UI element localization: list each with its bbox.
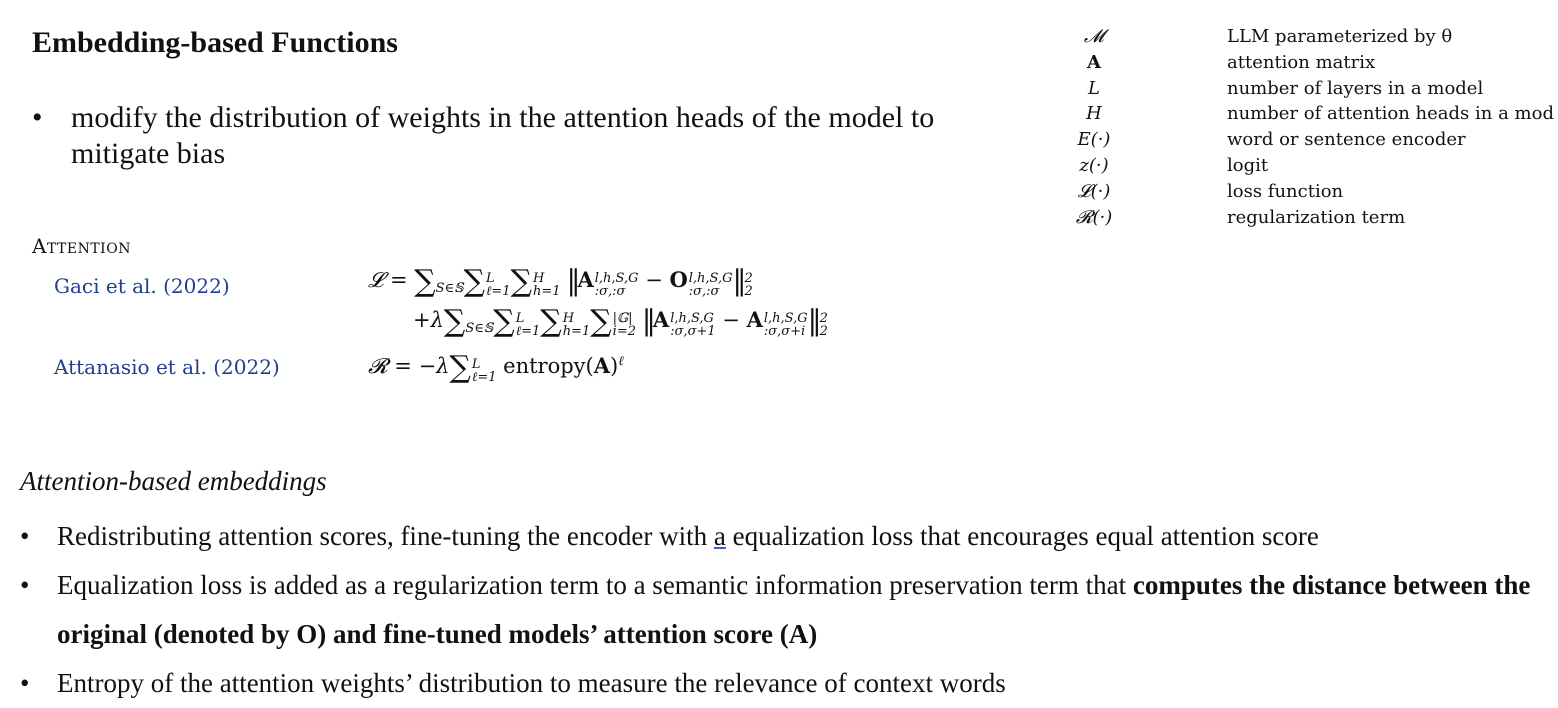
bullet-dot: • — [32, 101, 43, 134]
notation-symbol: H — [1086, 103, 1102, 125]
list-item — [20, 512, 1550, 561]
bullet-dot: • — [20, 570, 30, 600]
intro-bullet-text: modify the distribution of weights in the attention heads of the model to mitigate bias — [71, 101, 935, 170]
bullet3-text: Entropy of the attention weights’ distribution to measure the relevance of context words — [57, 668, 1006, 698]
notation-row — [1064, 181, 1558, 207]
attention-embeddings-bullets — [20, 512, 1550, 708]
gaci-loss-formula-line2: $+\lambda\sum_{S\in 𝕊}\sum$ L ℓ=1 ∑ H h=1 ∑ |𝔾| i=2 ‖A l,h,S,G :σ,σ+1 − A l,h,S,G :σ,σ+i ‖ 2 2 — [413, 304, 828, 339]
attanasio-regularization-formula: 𝓡 = −λ∑ L ℓ=1 $entropy(A)^\ell$ — [368, 350, 624, 385]
bullet2-text-start: Equalization loss is added as a regularization term to a semantic information preservation term that — [57, 570, 1133, 600]
list-item — [20, 561, 1550, 659]
notation-description: number of attention heads in a mod — [1227, 103, 1554, 125]
citation-attanasio: Attanasio et al. (2022) — [54, 355, 280, 379]
notation-symbol: A — [1087, 51, 1101, 73]
attention-embeddings-subtitle: Attention-based embeddings — [20, 466, 327, 496]
attention-section-heading: Attention — [32, 234, 131, 258]
notation-row — [1064, 207, 1558, 233]
bullet1-text-start: Redistributing attention scores, fine-tuning the encoder with — [57, 521, 714, 551]
notation-symbol: L — [1088, 77, 1100, 99]
bullet1-underlined-word: a — [713, 521, 726, 551]
notation-description: regularization term — [1227, 206, 1406, 228]
notation-symbol: z(·) — [1079, 154, 1109, 176]
citation-gaci: Gaci et al. (2022) — [54, 274, 230, 298]
bullet-dot: • — [20, 521, 30, 551]
notation-description: word or sentence encoder — [1227, 129, 1466, 151]
notation-row — [1064, 155, 1558, 181]
notation-row — [1064, 26, 1558, 52]
gaci-loss-formula-line1: 𝓛 = $\sum_{S\in 𝕊}\sum$ L ℓ=1 ∑ H h=1 ‖A l,h,S,G :σ,:σ − O l,h,S,G :σ,:σ ‖ 2 2 — [368, 264, 753, 299]
slide-title: Embedding-based Functions — [32, 26, 398, 59]
notation-description: number of layers in a model — [1227, 77, 1484, 99]
notation-row — [1064, 103, 1558, 129]
notation-symbol: E(·) — [1077, 129, 1111, 151]
bullet2-bold-text: computes the distance between the original (denoted by O) and fine-tuned models’ attention score (A) — [57, 570, 1531, 649]
notation-symbol: 𝓜 — [1083, 26, 1105, 47]
notation-symbol: 𝓡(·) — [1075, 206, 1113, 228]
notation-table — [1064, 26, 1558, 232]
notation-description: attention matrix — [1227, 51, 1376, 73]
notation-row — [1064, 52, 1558, 78]
notation-description: loss function — [1227, 180, 1344, 202]
notation-description: LLM parameterized by θ — [1227, 26, 1453, 47]
list-item — [20, 659, 1550, 708]
bullet1-text-end: equalization loss that encourages equal attention score — [725, 521, 1319, 551]
notation-row — [1064, 129, 1558, 155]
notation-row — [1064, 78, 1558, 104]
notation-description: logit — [1227, 154, 1269, 176]
bullet-dot: • — [20, 668, 30, 698]
notation-symbol: 𝓛(·) — [1077, 180, 1111, 202]
